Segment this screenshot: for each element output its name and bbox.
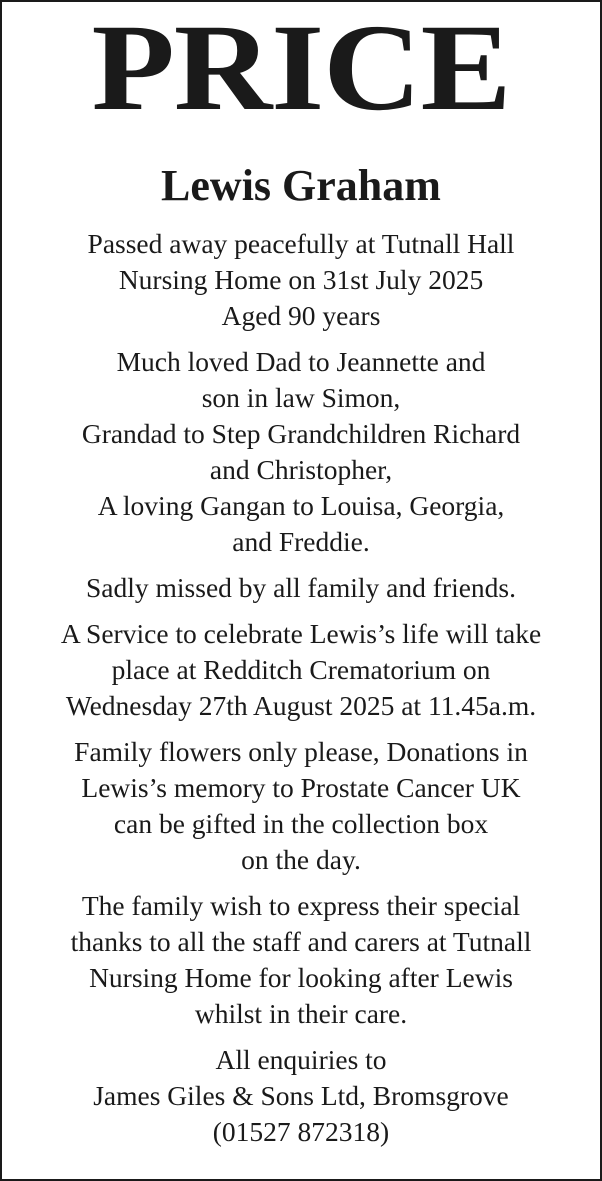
text-line: thanks to all the staff and carers at Tutnall bbox=[70, 926, 532, 957]
text-line: can be gifted in the collection box bbox=[113, 808, 489, 839]
enquiries-paragraph bbox=[2, 1042, 600, 1150]
text-line: and Freddie. bbox=[232, 526, 370, 557]
text-line: The family wish to express their special bbox=[81, 890, 521, 921]
text-line: son in law Simon, bbox=[201, 382, 401, 413]
text-line: on the day. bbox=[241, 844, 361, 875]
service-paragraph bbox=[2, 616, 600, 724]
text-line: Aged 90 years bbox=[221, 300, 381, 331]
text-line: whilst in their care. bbox=[194, 998, 408, 1029]
thanks-paragraph bbox=[2, 888, 600, 1032]
phone-number: (01527 872318) bbox=[212, 1116, 390, 1147]
surname-heading: PRICE bbox=[91, 0, 511, 136]
text-line: Sadly missed by all family and friends. bbox=[86, 572, 516, 603]
text-line: Passed away peacefully at Tutnall Hall bbox=[87, 228, 515, 259]
text-line: Wednesday 27th August 2025 at 11.45a.m. bbox=[65, 690, 537, 721]
announcement-paragraph bbox=[2, 226, 600, 334]
text-line: A loving Gangan to Louisa, Georgia, bbox=[97, 490, 505, 521]
family-paragraph bbox=[2, 344, 600, 560]
forenames-heading: Lewis Graham bbox=[161, 161, 441, 210]
missed-paragraph bbox=[2, 570, 600, 606]
text-line: Much loved Dad to Jeannette and bbox=[116, 346, 486, 377]
text-line: Nursing Home for looking after Lewis bbox=[89, 962, 513, 993]
text-line: place at Redditch Crematorium on bbox=[111, 654, 491, 685]
text-line: All enquiries to bbox=[215, 1044, 387, 1075]
text-line: and Christopher, bbox=[209, 454, 393, 485]
donations-paragraph bbox=[2, 734, 600, 878]
text-line: Family flowers only please, Donations in bbox=[74, 736, 528, 767]
text-line: Nursing Home on 31st July 2025 bbox=[118, 264, 484, 295]
text-line: Grandad to Step Grandchildren Richard bbox=[81, 418, 521, 449]
funeral-director-name: James Giles & Sons Ltd, Bromsgrove bbox=[93, 1080, 509, 1111]
text-line: A Service to celebrate Lewis’s life will take bbox=[60, 618, 542, 649]
text-line: Lewis’s memory to Prostate Cancer UK bbox=[81, 772, 521, 803]
